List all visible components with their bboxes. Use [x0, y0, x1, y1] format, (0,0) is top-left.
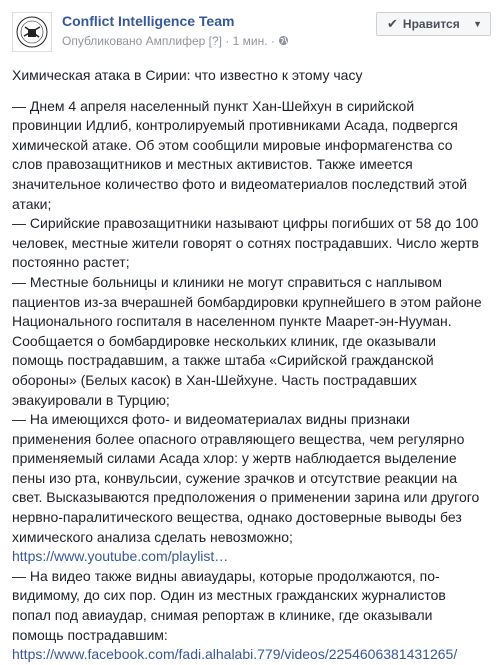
text-line: — Сирийские правозащитники называют цифры погибших от 58 до 100: [12, 215, 479, 232]
text-line: постоянно растет;: [12, 254, 130, 271]
text-line: — На имеющихся фото- и видеоматериалах видны признаки: [12, 411, 410, 428]
text-line: — Местные больницы и клиники не могут справиться с наплывом: [12, 273, 442, 290]
text-line: слов правозащитников и местных активистов. Также имеется: [12, 156, 413, 173]
text-line: помощь пострадавшим, а также штаба «Сирийской гражданской: [12, 352, 434, 369]
text-line: — На видео также видны авиаудары, которые продолжаются, по-: [12, 567, 440, 584]
text-line: эвакуировали в Турцию;: [12, 391, 170, 408]
text-line: — Днем 4 апреля населенный пункт Хан-Шейхун в сирийской: [12, 97, 415, 114]
text-line: химического анализа сделать невозможно;: [12, 528, 293, 545]
post-body: [12, 66, 494, 665]
text-line: помощь пострадавшим:: [12, 626, 168, 643]
post-time[interactable]: 1 мин.: [232, 34, 268, 48]
caret-down-icon: ▼: [473, 19, 482, 29]
help-link[interactable]: [?]: [208, 34, 222, 48]
text-line: провинции Идлиб, контролируемый противниками Асада, подвергся: [12, 117, 458, 134]
youtube-playlist-link[interactable]: https://www.youtube.com/playlist…: [12, 548, 229, 565]
text-line: значительное количество фото и видеоматериалов последствий этой: [12, 175, 468, 192]
meta-separator: ·: [221, 34, 233, 48]
text-line: пены изо рта, конвульсии, сужение зрачков и отсутствие реакции на: [12, 469, 458, 486]
text-line: пациентов из-за вчерашней бомбардировки крупнейшего в этом районе: [12, 293, 482, 310]
like-button[interactable]: [376, 12, 491, 36]
text-line: видимому, до сих пор. Один из местных гражданских журналистов: [12, 587, 446, 604]
text-line: обороны» (Белых касок) в Хан-Шейхуне. Часть пострадавших: [12, 371, 417, 388]
like-button-label: Нравится: [402, 17, 460, 31]
page-name-link[interactable]: Conflict Intelligence Team: [62, 13, 235, 29]
facebook-video-link[interactable]: https://www.facebook.com/fadi.alhalabi.779/videos/2254606381431265/: [12, 646, 458, 663]
text-line: применяемый силами Асада хлор: у жертв наблюдается выделение: [12, 450, 457, 467]
check-icon: ✔: [387, 16, 398, 31]
page-avatar[interactable]: [12, 12, 52, 52]
text-line: попал под авиаудар, снимая репортаж в клинике, где оказывали: [12, 607, 433, 624]
logo-icon: [13, 13, 51, 51]
text-line: Национального госпиталя в населенном пункте Маарет-эн-Нууман.: [12, 313, 452, 330]
text-line: химической атаке. Об этом сообщили мировые информагенства со: [12, 136, 453, 153]
post-header: [12, 12, 492, 52]
published-by: Опубликовано Амплифер: [62, 34, 206, 48]
text-line: применения более опасного отравляющего вещества, чем регулярно: [12, 430, 465, 447]
post-meta: Опубликовано Амплифер [?] · 1 мин. ·: [62, 34, 289, 48]
text-line: атаки;: [12, 195, 52, 212]
text-line: свет. Высказываются предположения о применении зарина или другого: [12, 489, 480, 506]
text-line: человек, местные жители говорят о сотнях пострадавших. Число жертв: [12, 234, 479, 251]
post-title: Химическая атака в Сирии: что известно к этому часу: [12, 67, 363, 83]
text-line: Сообщается о бомбардировке нескольких клиник, где оказывали: [12, 332, 436, 349]
globe-icon: [278, 35, 289, 46]
text-line: нервно-паралитического вещества, однако достоверные выводы без: [12, 509, 462, 526]
